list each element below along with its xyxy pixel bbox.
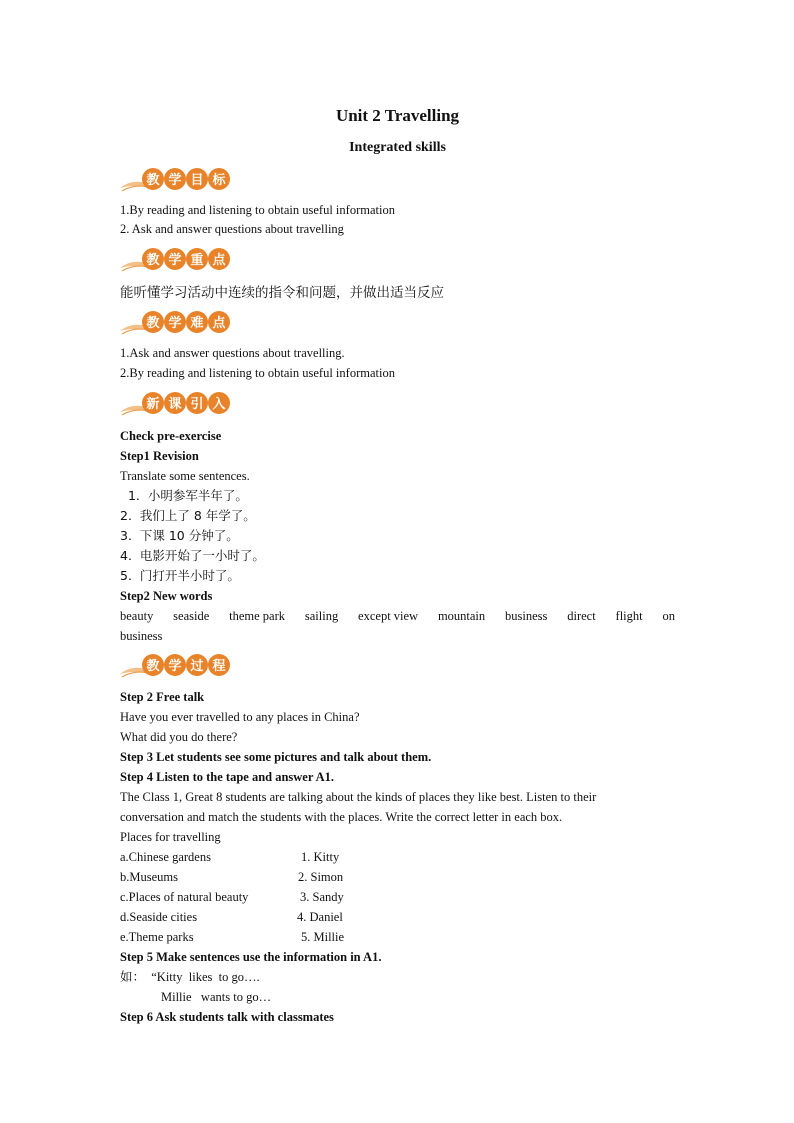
student-item: 1. Kitty [301,850,340,864]
banner-char: 点 [212,316,226,331]
sentence-item: 2. 我们上了 8 年学了。 [120,508,256,523]
difficulty-item: 2.By reading and listening to obtain useful information [120,366,395,380]
word: business [120,629,163,643]
place-item: d.Seaside cities [120,910,198,924]
student-item: 2. Simon [298,870,344,884]
places-label: Places for travelling [120,830,221,844]
word: on [662,609,675,623]
student-item: 5. Millie [301,930,345,944]
step4-paragraph-line: conversation and match the students with the places. Write the correct letter in each box. [120,810,563,824]
word: sailing [304,609,339,623]
student-item: 4. Daniel [297,910,343,924]
sentence-item: 5. 门打开半小时了。 [120,568,240,583]
question-text: What did you do there? [120,730,238,744]
banner-char: 难 [190,316,204,331]
step4-paragraph-line: The Class 1, Great 8 students are talking about the kinds of places they like best. Listen to their [120,790,597,804]
banner-char: 引 [190,397,204,412]
step4-heading: Step 4 Listen to the tape and answer A1. [120,770,335,784]
word: business [505,609,548,623]
banner-char: 课 [168,397,182,412]
banner-char: 教 [146,659,160,674]
banner-char: 标 [212,173,226,188]
sentence-item: 1. 小明参军半年了。 [120,488,248,503]
banner-difficulties [120,309,230,337]
place-item: b.Museums [120,870,178,884]
sentence-item: 3. 下课 10 分钟了。 [120,528,239,543]
banner-key-points [120,246,230,274]
step2-heading: Step2 New words [120,589,213,603]
objective-item: 2. Ask and answer questions about travelling [120,222,344,236]
banner-process [120,652,230,680]
word: flight [615,609,643,623]
words-row [120,606,675,626]
question-text: Have you ever travelled to any places in China? [120,710,360,724]
place-item: c.Places of natural beauty [120,890,249,904]
word: except view [358,609,419,623]
banner-objectives [120,166,230,194]
sentence-item: 4. 电影开始了一小时了。 [120,548,265,563]
example-line: Millie wants to go… [161,990,272,1004]
word: seaside [173,609,210,623]
banner-intro [120,390,230,418]
banner-char: 点 [212,253,226,268]
word: theme park [229,609,286,623]
new-words [120,606,675,646]
banner-char: 过 [190,659,204,674]
banner-char: 程 [212,659,226,674]
step3-heading: Step 3 Let students see some pictures and talk about them. [120,750,432,764]
student-item: 3. Sandy [300,890,344,904]
example-line: 如： “Kitty likes to go…. [120,970,260,984]
step1-heading: Step1 Revision [120,449,199,463]
word: beauty [120,609,154,623]
key-point-text: 能听懂学习活动中连续的指令和问题，并做出适当反应 [120,285,444,301]
step2-free-heading: Step 2 Free talk [120,690,205,704]
document-title: Unit 2 Travelling [335,106,460,125]
banner-char: 学 [168,659,182,674]
banner-char: 新 [146,397,160,412]
banner-char: 学 [168,316,182,331]
banner-char: 教 [146,173,160,188]
step6-heading: Step 6 Ask students talk with classmates [120,1010,334,1024]
word: direct [567,609,596,623]
step5-heading: Step 5 Make sentences use the information in A1. [120,950,382,964]
word: mountain [437,609,486,623]
document-subtitle: Integrated skills [349,140,446,155]
place-item: e.Theme parks [120,930,194,944]
difficulty-item: 1.Ask and answer questions about travelling. [120,346,345,360]
banner-char: 入 [212,397,226,412]
banner-char: 学 [168,253,182,268]
banner-char: 学 [168,173,182,188]
banner-char: 重 [190,253,204,268]
banner-char: 教 [146,316,160,331]
banner-char: 教 [146,253,160,268]
banner-char: 目 [190,173,204,188]
objective-item: 1.By reading and listening to obtain useful information [120,203,395,217]
step1-instruction: Translate some sentences. [120,469,250,483]
place-item: a.Chinese gardens [120,850,211,864]
check-heading: Check pre-exercise [120,429,222,443]
